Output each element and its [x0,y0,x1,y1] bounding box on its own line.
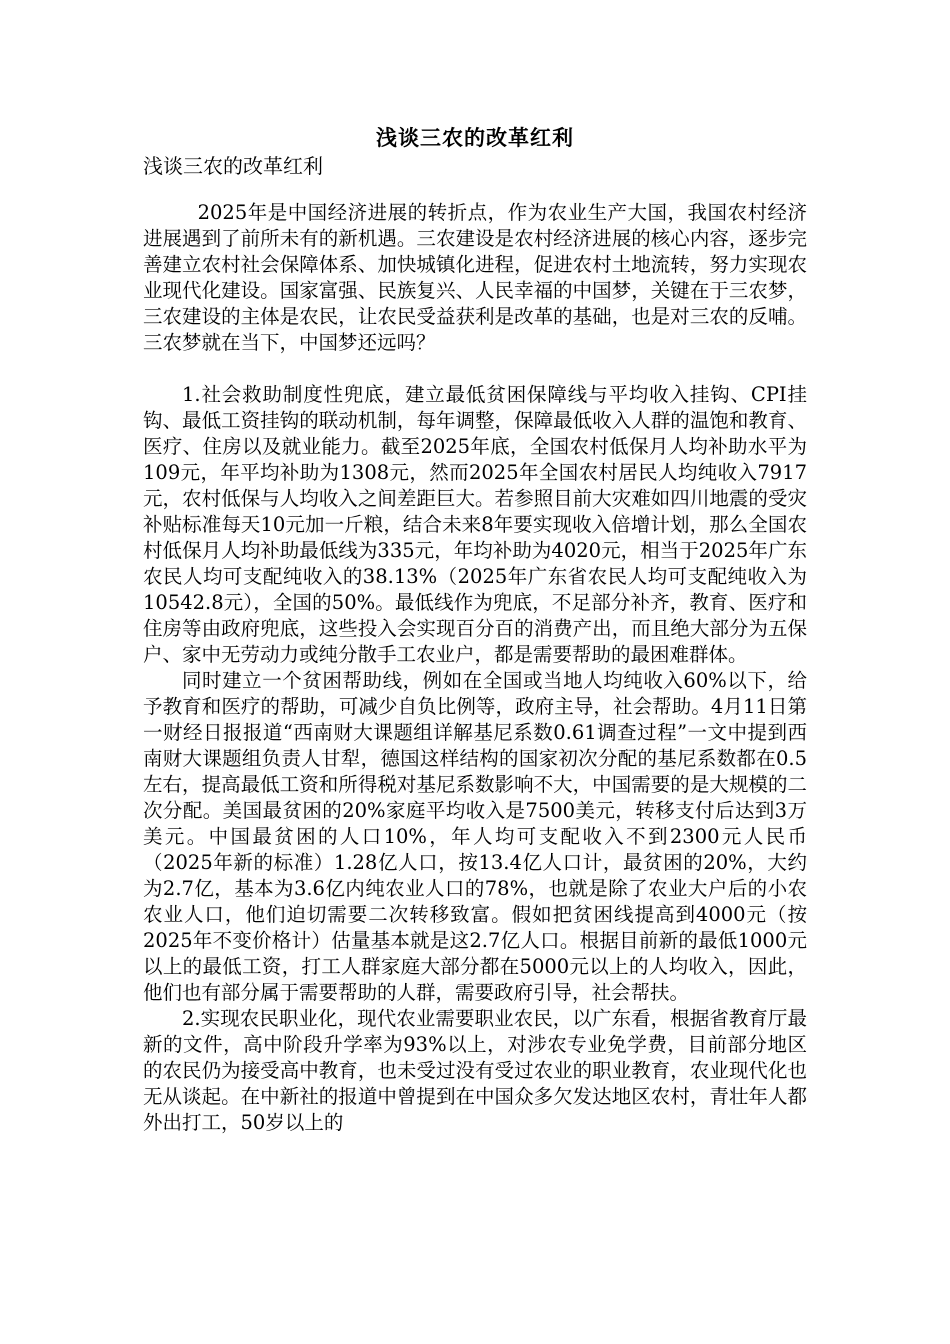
document-body [143,200,807,1136]
paragraph-spacer [143,356,807,382]
paragraph-intro: 2025年是中国经济进展的转折点，作为农业生产大国，我国农村经济进展遇到了前所未有的新机遇。三农建设是农村经济进展的核心内容，逐步完善建立农村社会保障体系、加快城镇化进程，促进农村土地流转，努力实现农业现代化建设。国家富强、民族复兴、人民幸福的中国梦，关键在于三农梦，三农建设的主体是农民，让农民受益获利是改革的基础，也是对三农的反哺。三农梦就在当下，中国梦还远吗？ [143,201,807,354]
paragraph-poverty-line: 同时建立一个贫困帮助线，例如在全国或当地人均纯收入60%以下，给予教育和医疗的帮助，可减少自负比例等，政府主导，社会帮助。4月11日第一财经日报报道“西南财大课题组详解基尼系数0.61调查过程”一文中提到西南财大课题组负责人甘犁，德国这样结构的国家初次分配的基尼系数都在0.5左右，提高最低工资和所得税对基尼系数影响不大，中国需要的是大规模的二次分配。美国最贫困的20%家庭平均收入是7500美元，转移支付后达到3万美元。中国最贫困的人口10%，年人均可支配收入不到2300元人民币（2025年新的标准）1.28亿人口，按13.4亿人口计，最贫困的20%，大约为2.7亿，基本为3.6亿内纯农业人口的78%，也就是除了农业大户后的小农农业人口，他们迫切需要二次转移致富。假如把贫困线提高到4000元（按2025年不变价格计）估量基本就是这2.7亿人口。根据目前新的最低1000元以上的最低工资，打工人群家庭大部分都在5000元以上的人均收入，因此，他们也有部分属于需要帮助的人群，需要政府引导，社会帮扶。 [143,669,807,1004]
paragraph-social-assistance: 1.社会救助制度性兜底，建立最低贫困保障线与平均收入挂钩、CPI挂钩、最低工资挂钩的联动机制，每年调整，保障最低收入人群的温饱和教育、医疗、住房以及就业能力。截至2025年底，全国农村低保月人均补助水平为109元，年平均补助为1308元，然而2025年全国农村居民人均纯收入7917元，农村低保与人均收入之间差距巨大。若参照目前大灾难如四川地震的受灾补贴标准每天10元加一斤粮，结合未来8年要实现收入倍增计划，那么全国农村低保月人均补助最低线为335元，年均补助为4020元，相当于2025年广东农民人均可支配纯收入的38.13%（2025年广东省农民人均可支配纯收入为10542.8元），全国的50%。最低线作为兜底，不足部分补齐，教育、医疗和住房等由政府兜底，这些投入会实现百分百的消费产出，而且绝大部分为五保户、家中无劳动力或纯分散手工农业户，都是需要帮助的最困难群体。 [143,383,807,666]
document-subtitle: 浅谈三农的改革红利 [143,154,323,178]
document-title: 浅谈三农的改革红利 [376,125,574,150]
paragraph-farmer-professionalization: 2.实现农民职业化，现代农业需要职业农民，以广东看，根据省教育厅最新的文件，高中阶段升学率为93%以上，对涉农专业免学费，目前部分地区的农民仍为接受高中教育，也未受过没有受过农业的职业教育，农业现代化也无从谈起。在中新社的报道中曾提到在中国众多欠发达地区农村，青壮年人都外出打工，50岁以上的 [143,1007,807,1134]
